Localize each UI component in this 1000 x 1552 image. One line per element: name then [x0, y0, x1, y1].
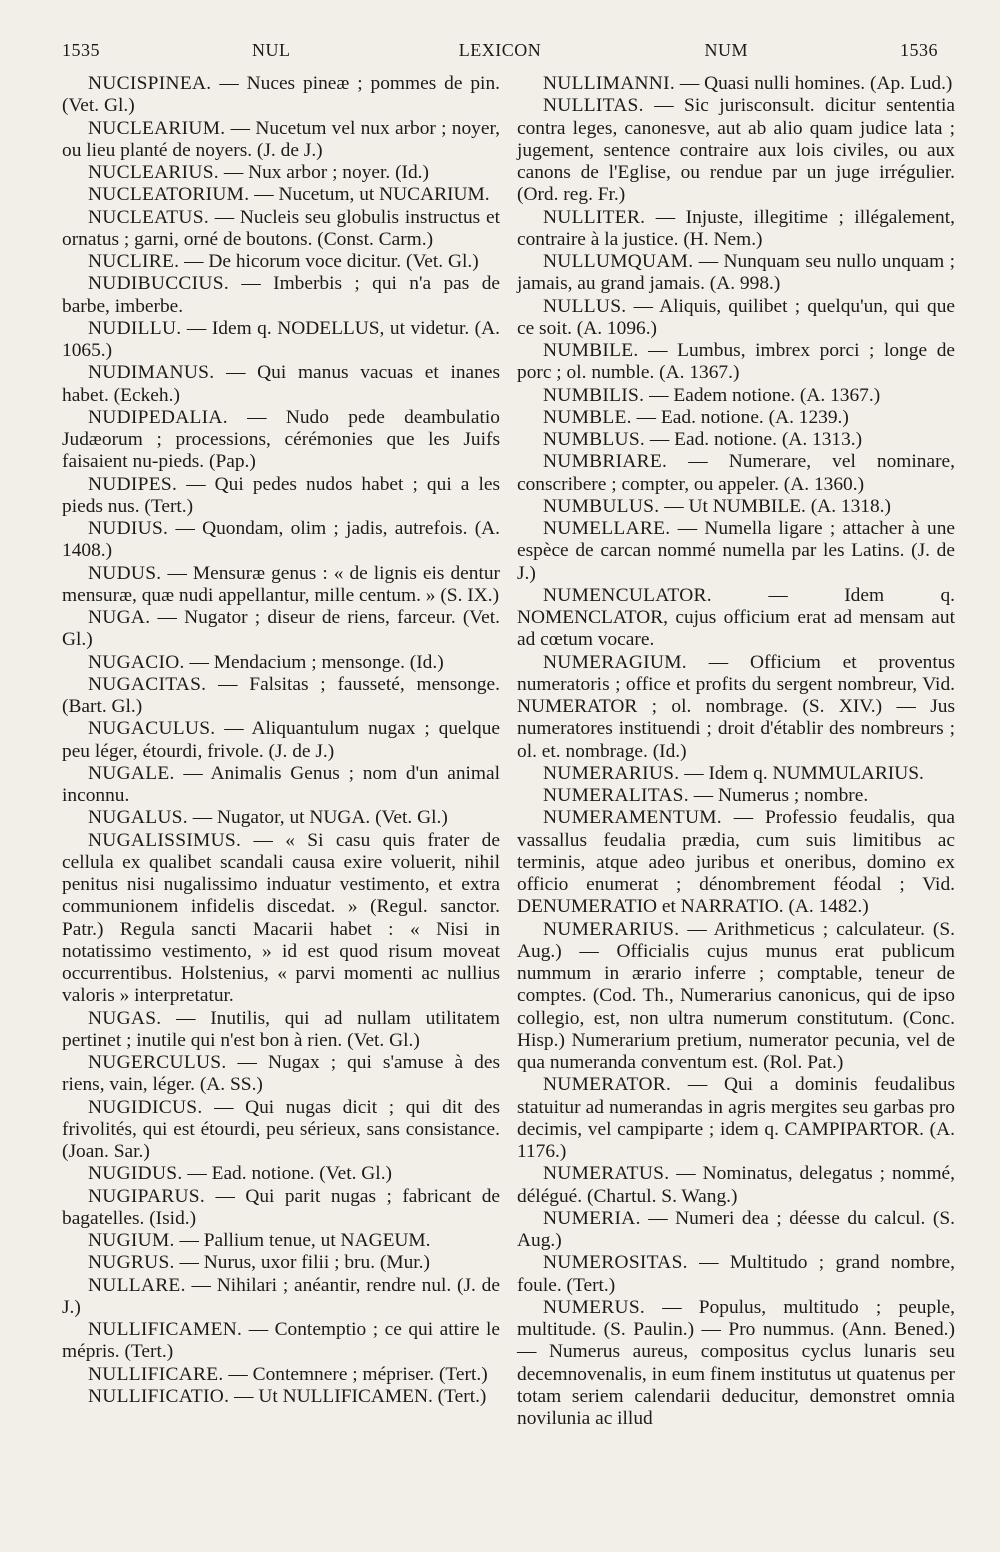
right-page-number: 1536 [900, 40, 938, 60]
entry-definition: Numeri dea ; déesse du calcul. (S. Aug.) [517, 1207, 955, 1251]
entry-definition: Multitudo ; grand nombre, foule. (Tert.) [517, 1252, 956, 1296]
dictionary-entry [62, 518, 500, 563]
entry-definition: Qui nugas dicit ; qui dit des frivolités, qui est étourdi, peu sérieux, sans consistance. (Joan. Sar.) [62, 1096, 501, 1162]
entry-definition: Contemnere ; mépriser. (Tert.) [252, 1363, 488, 1385]
entry-definition: Idem q. NOMENCLATOR, cujus officium erat ad mensam aut ad cœtum vocare. [517, 584, 956, 651]
dictionary-entry [62, 807, 500, 829]
entry-definition: Inutilis, qui ad nullam utilitatem pertinet ; inutile qui n'est bon à rien. (Vet. Gl.) [62, 1007, 500, 1051]
entry-dash: — [241, 829, 286, 851]
dictionary-entry [517, 429, 955, 451]
entry-definition: Ead. notione. (Vet. Gl.) [211, 1163, 393, 1185]
entry-definition: Pallium tenue, ut NAGEUM. [203, 1230, 431, 1251]
entry-dash: — [205, 1185, 246, 1207]
dictionary-entry [517, 207, 955, 252]
entry-definition: De hicorum voce dicitur. (Vet. Gl.) [208, 251, 479, 272]
entry-headword: NUGACIO. [88, 651, 185, 673]
entry-headword: NUMBULUS. [543, 495, 660, 517]
entry-headword: NUGIDUS. [88, 1163, 183, 1185]
entry-dash: — [229, 1385, 259, 1407]
entry-dash: — [215, 718, 252, 740]
entry-dash: — [227, 406, 286, 428]
entry-dash: — [679, 762, 709, 784]
entry-definition: Nugator, ut NUGA. (Vet. Gl.) [217, 807, 448, 829]
dictionary-entry [517, 518, 955, 585]
dictionary-entry [62, 1386, 500, 1408]
entry-dash: — [687, 1252, 730, 1274]
dictionary-entry [62, 763, 500, 808]
dictionary-entry [62, 1319, 500, 1364]
dictionary-entry [517, 296, 955, 341]
entry-headword: NUGALE. [88, 762, 175, 784]
entry-dash: — [711, 584, 845, 606]
entry-definition: Arithmeticus ; calculateur. (S. Aug.) — Officialis cujus munus erat publicum nummum in ærario inferre ; comptable, teneur de comptes. (Cod. Th., Numerarius canonicus, qui de ipso collegio, est, non ultra numerum constitutum. (Conc. Hisp.) Numerarium pretium, numerator pecunia, vel de qua numeranda conventum est. (Rol. Pat.) [517, 918, 955, 1073]
entry-definition: Imberbis ; qui n'a pas de barbe, imberbe. [62, 273, 500, 317]
entry-headword: NUDILLU. [88, 317, 182, 339]
entry-headword: NUGERCULUS. [88, 1052, 227, 1073]
entry-dash: — [206, 673, 250, 695]
entry-definition: Contemptio ; ce qui attire le mépris. (Tert.) [62, 1319, 500, 1363]
entry-headword: NULLIFICARE. [88, 1363, 224, 1385]
entry-definition: Injuste, illegitime ; illégalement, contraire à la justice. (H. Nem.) [517, 206, 955, 250]
entry-headword: NULLUMQUAM. [543, 251, 694, 272]
entry-headword: NUCLEARIUM. [88, 117, 226, 139]
right-column [517, 73, 955, 1430]
dictionary-entry [517, 652, 955, 763]
entry-headword: NUDIBUCCIUS. [88, 273, 229, 295]
entry-dash: — [667, 451, 729, 473]
dictionary-entry [62, 652, 500, 674]
entry-definition: Numerus ; nombre. [717, 785, 869, 806]
entry-dash: — [640, 1207, 676, 1229]
dictionary-entry [517, 496, 955, 518]
entry-definition: Animalis Genus ; nom d'un animal inconnu. [62, 762, 500, 806]
dictionary-entry [62, 830, 500, 1008]
dictionary-entry [517, 785, 955, 807]
entry-dash: — [626, 295, 660, 317]
entry-definition: « Si casu quis frater de cellula ex qualibet scandali causa exire voluerit, nihil penitus nisi nugalissimo induatur vestimento, et extra communionem infidelis discedat. » (Regul. sanctor. Patr.) Regula sancti Macarii habet : « Nisi in notatissimo vestimento, » id est quod risum moveat occurrentibus. Holstenius, « parvi momenti ac nullius valoris » interpretatur. [62, 829, 500, 1007]
entry-definition: Nurus, uxor filii ; bru. (Mur.) [203, 1252, 430, 1274]
entry-headword: NULLIFICAMEN. [88, 1319, 243, 1340]
entry-headword: NUMEROSITAS. [543, 1252, 688, 1274]
dictionary-entry [517, 763, 955, 785]
left-page-number: 1535 [62, 40, 100, 60]
entry-dash: — [179, 251, 209, 272]
entry-definition: Qui manus vacuas et inanes habet. (Eckeh.) [62, 362, 500, 406]
entry-definition: Nominatus, delegatus ; nommé, délégué. (Chartul. S. Wang.) [517, 1163, 955, 1207]
entry-definition: Qui pedes nudos habet ; qui a les pieds nus. (Tert.) [62, 473, 500, 517]
entry-dash: — [693, 251, 724, 272]
entry-dash: — [150, 607, 185, 628]
entry-definition: Quondam, olim ; jadis, autrefois. (A. 1408.) [62, 518, 500, 562]
entry-dash: — [161, 1007, 211, 1029]
entry-headword: NUGACULUS. [88, 718, 216, 740]
dictionary-entry [62, 184, 500, 206]
entry-headword: NULLITER. [543, 206, 646, 228]
entry-headword: NUMERUS. [543, 1296, 646, 1318]
entry-dash: — [174, 1252, 204, 1274]
entry-headword: NUDIMANUS. [88, 362, 215, 384]
dictionary-entry [62, 1163, 500, 1185]
entry-definition: Lumbus, imbrex porci ; longe de porc ; ol. numble. (A. 1367.) [517, 340, 955, 384]
entry-dash: — [242, 1319, 275, 1340]
entry-definition: Aliquantulum nugax ; quelque peu léger, étourdi, frivole. (J. de J.) [62, 718, 501, 762]
entry-dash: — [184, 651, 214, 673]
dictionary-entry [517, 919, 955, 1075]
entry-headword: NUMBILE. [543, 340, 639, 361]
entry-headword: NUMERAGIUM. [543, 651, 687, 673]
entry-headword: NUDIPEDALIA. [88, 406, 228, 428]
entry-headword: NUGIDICUS. [88, 1096, 203, 1118]
dictionary-entry [517, 1297, 955, 1431]
entry-headword: NUCISPINEA. [88, 73, 212, 94]
entry-dash: — [187, 807, 217, 829]
dictionary-entry [62, 207, 500, 252]
entry-definition: Nucleis seu globulis instructus et ornatus ; garni, orné de boutons. (Const. Carm.) [62, 206, 500, 250]
entry-dash: — [181, 317, 212, 339]
entry-dash: — [679, 918, 714, 940]
entry-definition: Idem q. NODELLUS, ut videtur. (A. 1065.) [62, 317, 500, 361]
entry-definition: Eadem notione. (A. 1367.) [673, 384, 881, 406]
entry-headword: NUMERARIUS. [543, 762, 680, 784]
entry-dash: — [671, 1074, 724, 1096]
dictionary-entry [517, 1208, 955, 1253]
dictionary-entry [62, 118, 500, 163]
entry-definition: Nucetum, ut NUCARIUM. [278, 184, 490, 206]
entry-headword: NUCLEATORIUM. [88, 184, 250, 206]
entry-dash: — [177, 473, 215, 495]
dictionary-entry [517, 1163, 955, 1208]
dictionary-entry [62, 1097, 500, 1164]
entry-headword: NUMBRIARE. [543, 451, 668, 473]
entry-headword: NUMERALITAS. [543, 785, 689, 806]
dictionary-entry [517, 807, 955, 918]
entry-definition: Nux arbor ; noyer. (Id.) [248, 162, 429, 183]
entry-headword: NUCLIRE. [88, 251, 180, 272]
entry-dash: — [638, 340, 678, 361]
running-title: LEXICON [458, 40, 542, 60]
dictionary-entry [517, 451, 955, 496]
entry-definition: Ut NUMBILE. (A. 1318.) [688, 495, 891, 517]
dictionary-entry [62, 318, 500, 363]
entry-dash: — [208, 206, 240, 228]
entry-definition: Qui parit nugas ; fabricant de bagatelles. (Isid.) [62, 1185, 500, 1229]
entry-headword: NUGRUS. [88, 1252, 175, 1274]
entry-dash: — [182, 1163, 212, 1185]
entry-headword: NULLIFICATIO. [88, 1385, 230, 1407]
entry-definition: Aliquis, quilibet ; quelqu'un, qui que ce soit. (A. 1096.) [517, 295, 955, 339]
entry-headword: NUGALISSIMUS. [88, 829, 242, 851]
entry-definition: Numella ligare ; attacher à une espèce de carcan nommé numella par les Latins. (J. de J.) [517, 518, 955, 584]
entry-headword: NUMBLE. [543, 406, 632, 428]
entry-headword: NUMERATUS. [543, 1163, 670, 1185]
entry-headword: NUCLEARIUS. [88, 162, 219, 183]
entry-dash: — [168, 518, 203, 539]
entry-definition: Falsitas ; fausseté, mensonge. (Bart. Gl.) [62, 673, 500, 717]
entry-headword: NUMERARIUS. [543, 918, 680, 940]
right-guide-word: NUM [704, 40, 748, 60]
entry-dash: — [644, 384, 674, 406]
dictionary-entry [517, 1252, 955, 1297]
entry-headword: NUGALUS. [88, 807, 188, 829]
dictionary-entry [62, 73, 500, 118]
dictionary-entry [62, 162, 500, 184]
entry-definition: Populus, multitudo ; peuple, multitude. (S. Paulin.) — Pro nummus. (Ann. Bened.) — Numerus aureus, compositus cyclus lunaris seu decemnovenalis, in eum finem institutus ut quatenus per totam seriem calendarii deducitur, demonstret omnia novilunia ac illud [517, 1296, 955, 1429]
entry-dash: — [721, 807, 765, 829]
entry-headword: NUCLEATUS. [88, 206, 209, 228]
entry-definition: Nugax ; qui s'amuse à des riens, vain, léger. (A. SS.) [62, 1052, 500, 1096]
entry-headword: NUGAS. [88, 1007, 162, 1029]
entry-dash: — [675, 73, 705, 94]
dictionary-entry [62, 563, 500, 608]
entry-definition: Mensuræ genus : « de lignis eis dentur mensuræ, quæ nudi appellantur, mille centum. » (S. IX.) [62, 562, 500, 606]
entry-definition: Ut NULLIFICAMEN. (Tert.) [258, 1385, 487, 1407]
entry-dash: — [643, 95, 685, 117]
dictionary-entry [62, 1230, 500, 1252]
entry-definition: Nudo pede deambulatio Judæorum ; processions, cérémonies que les Juifs faisaient nu-pieds. (Pap.) [62, 406, 500, 473]
entry-headword: NUGA. [88, 607, 151, 628]
dictionary-entry [517, 95, 955, 206]
entry-dash: — [174, 1230, 204, 1251]
entry-definition: Mendacium ; mensonge. (Id.) [213, 651, 444, 673]
entry-dash: — [223, 1363, 253, 1385]
entry-dash: — [226, 1052, 268, 1073]
entry-headword: NUMBLUS. [543, 429, 646, 450]
entry-dash: — [249, 184, 279, 206]
entry-headword: NULLITAS. [543, 95, 644, 117]
dictionary-entry [62, 1186, 500, 1231]
entry-definition: Idem q. NUMMULARIUS. [708, 762, 924, 784]
left-column [62, 73, 500, 1408]
entry-definition: Professio feudalis, qua vassallus feudalia prædia, cum suis limitibus ac terminis, atque adeo juribus et oneribus, domino ex officio enumerat ; dénombrement féodal ; Vid. DENUMERATIO et NARRATIO. (A. 1482.) [517, 807, 955, 918]
entry-headword: NULLIMANNI. [543, 73, 676, 94]
entry-dash: — [645, 429, 675, 450]
dictionary-entry [62, 273, 500, 318]
entry-headword: NUMELLARE. [543, 518, 671, 539]
entry-dash: — [225, 117, 256, 139]
dictionary-entry [62, 474, 500, 519]
entry-headword: NUMERIA. [543, 1207, 641, 1229]
dictionary-entry [62, 1252, 500, 1274]
entry-definition: Ead. notione. (A. 1239.) [660, 406, 849, 428]
dictionary-entry [62, 1008, 500, 1053]
left-guide-word: NUL [252, 40, 291, 60]
entry-dash: — [228, 273, 274, 295]
entry-dash: — [211, 73, 247, 94]
entry-definition: Officium et proventus numeratoris ; office et profits du sergent nombreur, Vid. NUMERATOR ; ol. nombrage. (S. XIV.) — Jus numeratores instituendi ; droit d'établir des nombreurs ; ol. et. nombrage. (Id.) [517, 651, 955, 762]
entry-headword: NUDIPES. [88, 473, 178, 495]
entry-headword: NUMERAMENTUM. [543, 807, 722, 829]
dictionary-entry [517, 407, 955, 429]
entry-dash: — [161, 562, 193, 584]
dictionary-entry [62, 362, 500, 407]
dictionary-entry [517, 1074, 955, 1163]
dictionary-entry [62, 1052, 500, 1097]
entry-headword: NUMBILIS. [543, 384, 645, 406]
entry-definition: Nugator ; diseur de riens, farceur. (Vet. Gl.) [62, 607, 500, 651]
entry-definition: Nihilari ; anéantir, rendre nul. (J. de J.) [62, 1274, 500, 1318]
entry-dash: — [218, 162, 249, 183]
entry-definition: Qui a dominis feudalibus statuitur ad numerandas in agris mergites seu garbas pro decimis, vel campiparte ; idem q. CAMPIPARTOR. (A. 1176.) [517, 1074, 955, 1162]
entry-headword: NULLARE. [88, 1274, 186, 1296]
entry-headword: NUMENCULATOR. [543, 584, 712, 606]
dictionary-entry [62, 674, 500, 719]
entry-dash: — [645, 206, 686, 228]
entry-definition: Nucetum vel nux arbor ; noyer, ou lieu planté de noyers. (J. de J.) [62, 117, 500, 161]
entry-dash: — [669, 1163, 703, 1185]
entry-headword: NUMERATOR. [543, 1074, 672, 1096]
entry-dash: — [631, 406, 661, 428]
entry-dash: — [174, 762, 211, 784]
dictionary-entry [517, 385, 955, 407]
dictionary-entry [517, 585, 955, 652]
entry-definition: Quasi nulli homines. (Ap. Lud.) [704, 73, 953, 94]
dictionary-entry [62, 251, 500, 273]
entry-definition: Ead. notione. (A. 1313.) [674, 429, 863, 450]
dictionary-entry [62, 1364, 500, 1386]
entry-dash: — [688, 785, 718, 806]
dictionary-entry [62, 607, 500, 652]
entry-dash: — [185, 1274, 217, 1296]
entry-dash: — [645, 1296, 699, 1318]
entry-headword: NUDIUS. [88, 518, 169, 539]
entry-definition: Sic jurisconsult. dicitur sententia contra leges, canonesve, aut ab alio quam judice lata ; jugement, sentence contraire aux lois civiles, ou aux canons de l'Eglise, ou rendue par un juge irrégulier. (Ord. reg. Fr.) [517, 95, 955, 206]
entry-definition: Nunquam seu nullo unquam ; jamais, au grand jamais. (A. 998.) [517, 251, 955, 295]
entry-headword: NUGIPARUS. [88, 1185, 206, 1207]
dictionary-entry [62, 407, 500, 474]
entry-definition: Nuces pineæ ; pommes de pin. (Vet. Gl.) [62, 73, 500, 117]
entry-headword: NUDUS. [88, 562, 162, 584]
dictionary-entry [62, 1275, 500, 1320]
entry-headword: NULLUS. [543, 295, 627, 317]
running-header [62, 40, 938, 70]
entry-dash: — [670, 518, 705, 539]
dictionary-entry [517, 251, 955, 296]
entry-dash: — [686, 651, 751, 673]
entry-dash: — [214, 362, 258, 384]
entry-definition: Numerare, vel nominare, conscribere ; compter, ou appeler. (A. 1360.) [517, 451, 955, 495]
entry-dash: — [202, 1096, 246, 1118]
dictionary-entry [517, 73, 955, 95]
entry-headword: NUGACITAS. [88, 673, 207, 695]
entry-headword: NUGIUM. [88, 1230, 175, 1251]
dictionary-entry [517, 340, 955, 385]
dictionary-entry [62, 718, 500, 763]
entry-dash: — [659, 495, 689, 517]
